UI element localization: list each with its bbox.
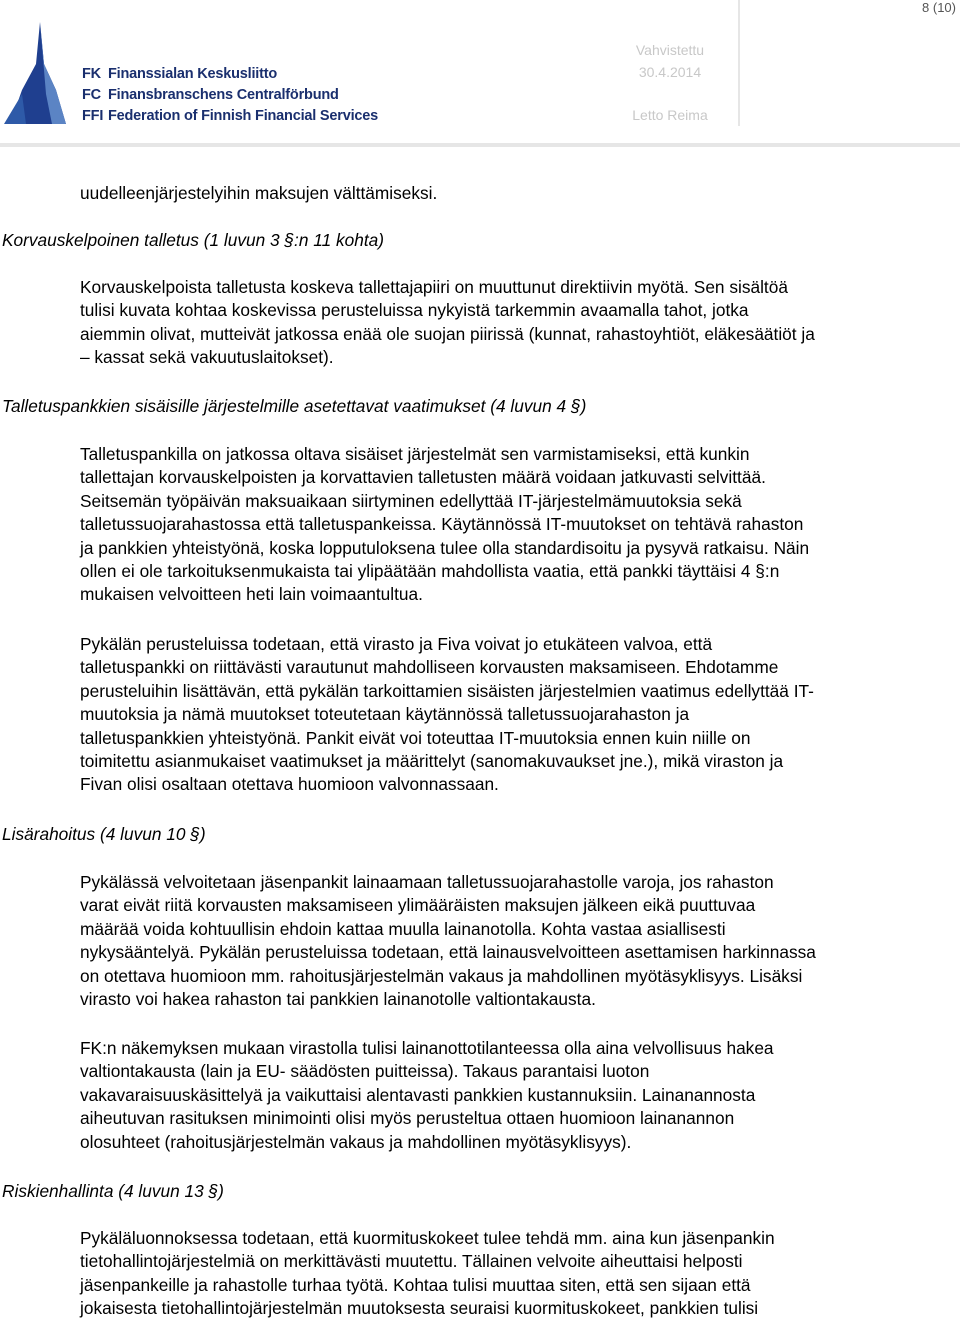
heading-talletuspankkien-jarjestelmat: Talletuspankkien sisäisille järjestelmille asetettavat vaatimukset (4 luvun 4 §) [2, 396, 587, 416]
heading-lisarahoitus: Lisärahoitus (4 luvun 10 §) [2, 824, 206, 844]
intro-tail: uudelleenjärjestelyihin maksujen välttämiseksi. [80, 183, 438, 203]
logo-line-fk: FK Finanssialan Keskusliitto [82, 66, 278, 82]
page-number: 8 (10) [922, 0, 956, 15]
logo-mark-icon [0, 20, 80, 130]
fk-logo [0, 20, 400, 130]
paragraph-5: FK:n näkemyksen mukaan virastolla tulisi lainanottotilanteessa olla aina velvollisuus hakea valtiontakausta (lain ja EU- säädösten puitteissa). Takaus parantaisi luoton vakavaraisuuskäsittelyä ja vaikuttaisi alentavasti pankkien kustannuksiin. Lainanannosta aiheutuvan rasituksen minimointi olisi myös perusteltua ottaen huomioon lainanannon olosuhteet (rahoitusjärjestelmän vakaus ja mahdollinen myötäsyklisyys). [80, 1038, 774, 1152]
header-rule [0, 143, 960, 147]
paragraph-3: Pykälän perusteluissa todetaan, että virasto ja Fiva voivat jo etukäteen valvoa, että talletuspankki on riittävästi varautunut mahdolliseen korvausten maksamiseen. Ehdotamme perusteluihin lisättävän, että pykälän tarkoittamien sisäisten järjestelmien vaatimus edellyttää IT- muutoksia ja nämä muutokset toteutetaan käytännössä talletussuojarahaston ja talletuspankkien yhteistyönä. Pankit eivät voi toteuttaa IT-muutoksia ennen kuin niille on toimitettu asianmukaiset vaatimukset ja määrittelyt (sanomakuvaukset jne.), mikä viraston ja Fivan olisi osaltaan otettava huomioon valvonnassaan. [80, 634, 814, 795]
logo-line-ffi: FFI Federation of Finnish Financial Services [82, 108, 378, 124]
paragraph-4: Pykälässä velvoitetaan jäsenpankit lainaamaan talletussuojarahastolle varoja, jos rahaston varat eivät riitä korvausten maksamiseen ylimääräisten maksujen jälkeen eikä puuttuvaa määrää voida kohtuullisin ehdoin kattaa muulla lainanotolla. Kohta vastaa asiallisesti nykysääntelyä. Pykälän perusteluissa todetaan, että lainausvelvoitteen asettamisen harkinnassa on otettava huomioon mm. rahoitusjärjestelmän vakaus ja mahdollinen myötäsyklisyys. Lisäksi virasto voi hakea rahaston tai pankkien lainanotolle valtiontakausta. [80, 872, 816, 1010]
paragraph-1: Korvauskelpoista talletusta koskeva tallettajapiiri on muuttunut direktiivin myötä. Sen sisältöä tulisi kuvata kohtaa koskevissa perusteluissa nykyistä tarkemmin avaamalla tahot, jotka aiemmin olivat, mutteivät jatkossa enää ole suojan piirissä (kunnat, rahastoyhtiöt, eläkesäätiöt ja – kassat sekä vakuutuslaitokset). [80, 277, 815, 368]
heading-korvauskelpoinen-talletus: Korvauskelpoinen talletus (1 luvun 3 §:n 11 kohta) [2, 230, 385, 250]
paragraph-6: Pykäläluonnoksessa todetaan, että kuormituskokeet tulee tehdä mm. aina kun jäsenpankin tietohallintojärjestelmiä on merkittävästi muutettu. Tällainen velvoite aiheuttaisi helposti jäsenpankeille ja rahastolle turhaa työtä. Kohtaa tulisi muuttaa siten, että sen sijaan että jokaisesta tietohallintojärjestelmän muutoksesta seuraisi kuormituskokeet, pankkien tulisi [80, 1228, 775, 1319]
paragraph-2: Talletuspankilla on jatkossa oltava sisäiset järjestelmät sen varmistamiseksi, että kunkin tallettajan korvauskelpoisten ja korvattavien talletusten määrä voidaan jatkuvasti selvittää. Seitsemän työpäivän maksuaikaan siirtyminen edellyttää IT-järjestelmämuutoksia sekä talletussuojarahastossa että talletuspankeissa. Käytännössä IT-muutokset on tehtävä rahaston ja pankkien yhteistyönä, koska lopputuloksena tulee olla standardisoitu ja pysyvä ratkaisu. Näin ollen ei ole tarkoituksenmukaista tai ylipäätään mahdollista vaatia, että pankki täyttäisi 4 §:n mukaisen velvoitteen heti lain voimaantultua. [80, 444, 810, 605]
heading-riskienhallinta: Riskienhallinta (4 luvun 13 §) [2, 1181, 224, 1201]
document-author: Letto Reima [632, 107, 708, 123]
document-status: Vahvistettu [635, 42, 705, 58]
document-date: 30.4.2014 [638, 64, 702, 80]
logo-line-fc: FC Finansbranschens Centralförbund [82, 87, 339, 103]
